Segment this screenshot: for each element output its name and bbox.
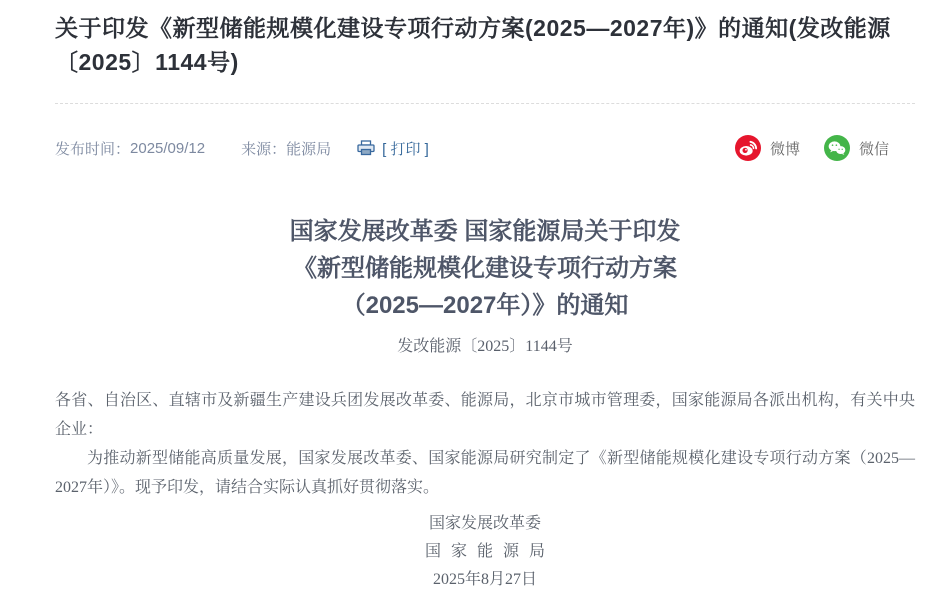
share-weibo-label: 微博 [769,140,800,158]
source-value: 能源局 [286,140,332,158]
signature-date: 2025年8月27日 [432,571,537,588]
share-weibo-button[interactable] [735,135,800,161]
wechat-icon [824,135,850,161]
paragraph-addressees: 各省、自治区、直辖市及新疆生产建设兵团发展改革委、能源局，北京市城市管理委，国家能源局各派出机构，有关中央企业： [55,392,915,438]
document-number: 发改能源〔2025〕1144号 [397,338,573,355]
share-wechat-button[interactable] [824,135,889,161]
source-label: 来源： [241,140,287,158]
article-container [55,0,915,594]
paragraph-main: 为推动新型储能高质量发展，国家发展改革委、国家能源局研究制定了《新型储能规模化建设专项行动方案（2025—2027年）》。现予印发，请结合实际认真抓好贯彻落实。 [55,450,915,496]
share-wechat-label: 微信 [858,140,889,158]
page-header [55,0,915,104]
signature-agency-1: 国家发展改革委 [428,515,541,532]
publish-date-label: 发布时间： [55,140,131,158]
publish-date-field [55,138,205,159]
publish-date-value: 2025/09/12 [130,139,206,157]
document-title-line2: 《新型储能规模化建设专项行动方案 [293,255,677,282]
share-group [735,135,889,161]
print-button-label: [ 打印 ] [382,140,429,158]
source-field [241,138,331,159]
signature-agency-2: 国 家 能 源 局 [424,543,545,560]
meta-row [55,135,915,161]
print-button[interactable] [357,138,429,159]
document-body [55,386,915,502]
weibo-icon [735,135,761,161]
document-title-line1: 国家发展改革委 国家能源局关于印发 [289,218,681,245]
printer-icon [357,140,375,156]
page-title: 关于印发《新型储能规模化建设专项行动方案(2025—2027年)》的通知(发改能源〔2025〕1144号) [55,15,891,75]
signature-block [55,510,915,594]
document-title-line3: （2025—2027年）》的通知 [341,292,629,319]
document-title [55,213,915,324]
